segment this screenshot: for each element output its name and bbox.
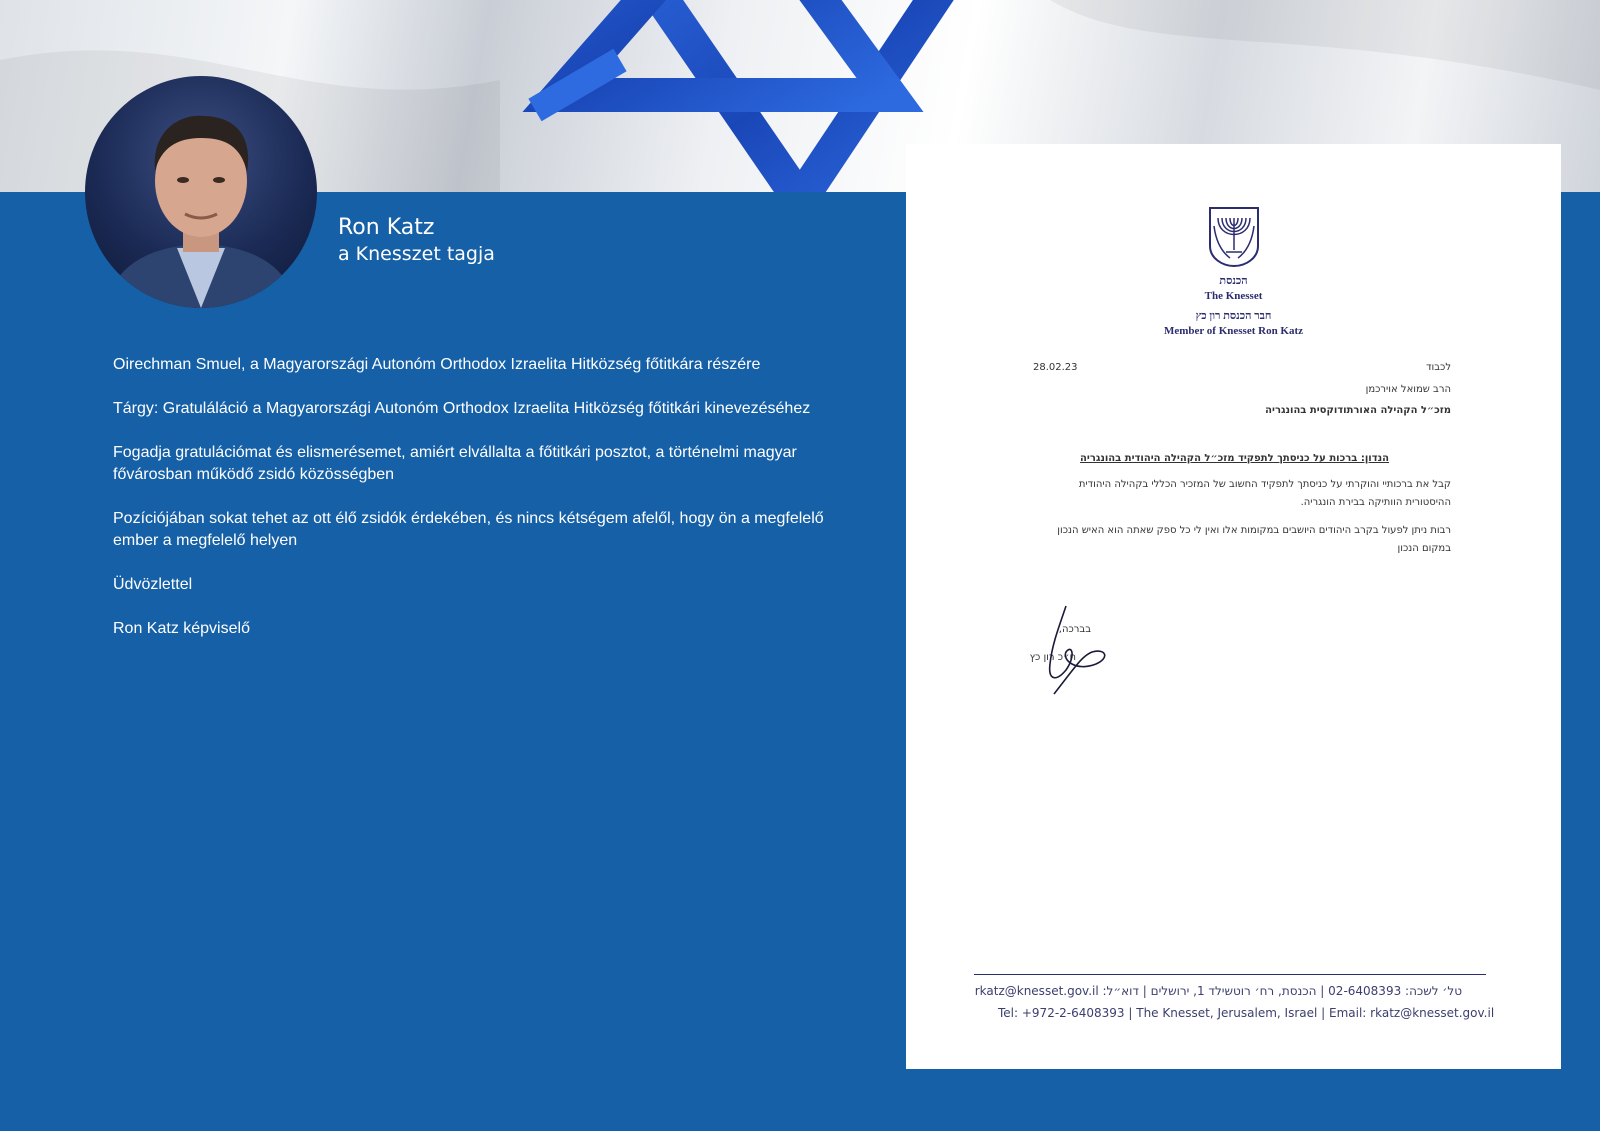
- profile-name: Ron Katz: [338, 215, 435, 240]
- letter-signature: Ron Katz képviselő: [113, 620, 250, 637]
- menorah-emblem-icon: [1208, 206, 1260, 268]
- doc-member-english: Member of Knesset Ron Katz: [1163, 325, 1304, 337]
- doc-footer-english: Tel: +972-2-6408393 | The Knesset, Jerusalem, Israel | Email: rkatz@knesset.gov.il: [998, 1006, 1495, 1020]
- scanned-letter-document: [906, 144, 1561, 1069]
- doc-footer-hebrew: טל׳ לשכה: 02-6408393 | הכנסת, רח׳ רוטשילד 1, ירושלים | דוא״ל: rkatz@knesset.gov.il: [974, 984, 1462, 998]
- doc-to-label: לכבוד: [1426, 362, 1451, 373]
- profile-role: a Knesszet tagja: [338, 243, 495, 265]
- letter-subject: Tárgy: Gratuláláció a Magyarországi Autonóm Orthodox Izraelita Hitközség főtitkári kinevezéséhez: [113, 400, 811, 417]
- doc-date: 28.02.23: [1033, 362, 1078, 373]
- doc-recipient-title: מזכ״ל הקהילה האורתודוקסית בהונגריה: [1265, 405, 1451, 416]
- doc-recipient: הרב שמואל אוירכמן: [1365, 384, 1451, 395]
- doc-paragraph-2-line-1: רבות ניתן לפעול בקרב היהודים היושבים במקומות אלו ואין לי כל ספק שאתה הוא האיש הנכון: [1057, 525, 1451, 536]
- letter-recipient: Oirechman Smuel, a Magyarországi Autonóm Orthodox Izraelita Hitközség főtitkára részére: [113, 356, 761, 373]
- doc-paragraph-1-line-1: קבל את ברכותיי והוקרתי על כניסתך לתפקיד החשוב של המזכיר הכללי בקהילה היהודית: [1078, 479, 1451, 490]
- letter-paragraph-1: Fogadja gratulációmat és elismerésemet, amiért elvállalta a főtitkári posztot, a történelmi magyar fővárosban működő zsidó közösségben: [113, 444, 797, 483]
- letter-closing: Üdvözlettel: [113, 576, 193, 593]
- doc-org-english: The Knesset: [1204, 290, 1263, 302]
- profile-name-block: [338, 214, 495, 266]
- doc-subject: הנדון: ברכות על כניסתך לתפקיד מזכ״ל הקהילה היהודית בהונגריה: [1080, 453, 1389, 464]
- letter-paragraph-2: Pozíciójában sokat tehet az ott élő zsidók érdekében, és nincs kétségem afelől, hogy ön a megfelelő ember a megfelelő helyen: [113, 510, 824, 549]
- hungarian-letter: [113, 354, 833, 662]
- handwritten-signature: [1046, 604, 1116, 696]
- doc-member-hebrew: חבר הכנסת רון כץ: [1195, 310, 1272, 322]
- profile-photo: [85, 76, 317, 308]
- doc-signature-name: ח״כ רון כץ: [1029, 652, 1076, 663]
- doc-org-hebrew: הכנסת: [1219, 275, 1248, 287]
- doc-closing: בברכה,: [1058, 624, 1091, 635]
- footer-divider: [974, 974, 1486, 975]
- doc-paragraph-1-line-2: ההיסטורית הוותיקה בבירת הונגריה.: [1300, 497, 1451, 508]
- doc-paragraph-2-line-2: במקום הנכון: [1397, 543, 1451, 554]
